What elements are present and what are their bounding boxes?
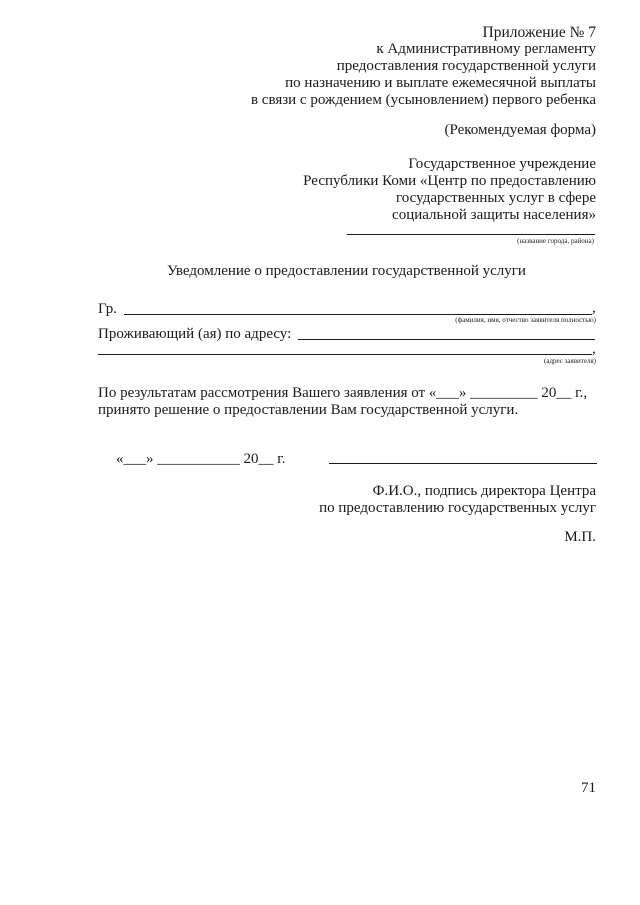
city-caption: (название города, района) [517, 237, 594, 245]
address-caption: (адрес заявителя) [544, 357, 596, 365]
institution-block [276, 156, 596, 224]
address-label: Проживающий (ая) по адресу: [98, 326, 292, 342]
institution-line-1: Государственное учреждение [408, 156, 596, 172]
date-line: «___» ___________ 20__ г. [116, 451, 286, 467]
signature-caption [276, 483, 596, 517]
address-underline-2 [98, 354, 592, 355]
signature-line-1: Ф.И.О., подпись директора Центра [372, 483, 596, 499]
signature-line-2: по предоставлению государственных услуг [319, 500, 596, 516]
citizen-caption: (фамилия, имя, отчество заявителя полностью) [455, 316, 596, 324]
signature-underline [329, 463, 597, 464]
regulation-line: к Административному регламенту [376, 41, 596, 57]
appendix-number: Приложение № 7 [482, 24, 596, 41]
notice-title: Уведомление о предоставлении государственной услуги [167, 263, 526, 279]
citizen-label: Гр. [98, 301, 117, 317]
header-block [156, 24, 596, 109]
payment-line: по назначению и выплате ежемесячной выплаты [285, 75, 596, 91]
decision-line-2: принято решение о предоставлении Вам государственной услуги. [98, 402, 519, 418]
address-comma: , [592, 341, 596, 357]
birth-line: в связи с рождением (усыновлением) первого ребенка [250, 92, 596, 108]
institution-line-3: государственных услуг в сфере [396, 190, 596, 206]
stamp-label: М.П. [564, 529, 596, 545]
service-line: предоставления государственной услуги [336, 58, 596, 74]
recommended-form-label: (Рекомендуемая форма) [444, 122, 596, 138]
institution-line-2: Республики Коми «Центр по предоставлению [303, 173, 596, 189]
citizen-underline [124, 314, 592, 315]
institution-line-4: социальной защиты населения» [392, 207, 596, 223]
citizen-comma: , [592, 300, 596, 316]
decision-text [98, 385, 618, 419]
address-underline-1 [298, 339, 595, 340]
page-number: 71 [581, 780, 596, 796]
decision-line-1: По результатам рассмотрения Вашего заявления от «___» _________ 20__ г., [98, 385, 588, 401]
city-underline [347, 234, 595, 235]
